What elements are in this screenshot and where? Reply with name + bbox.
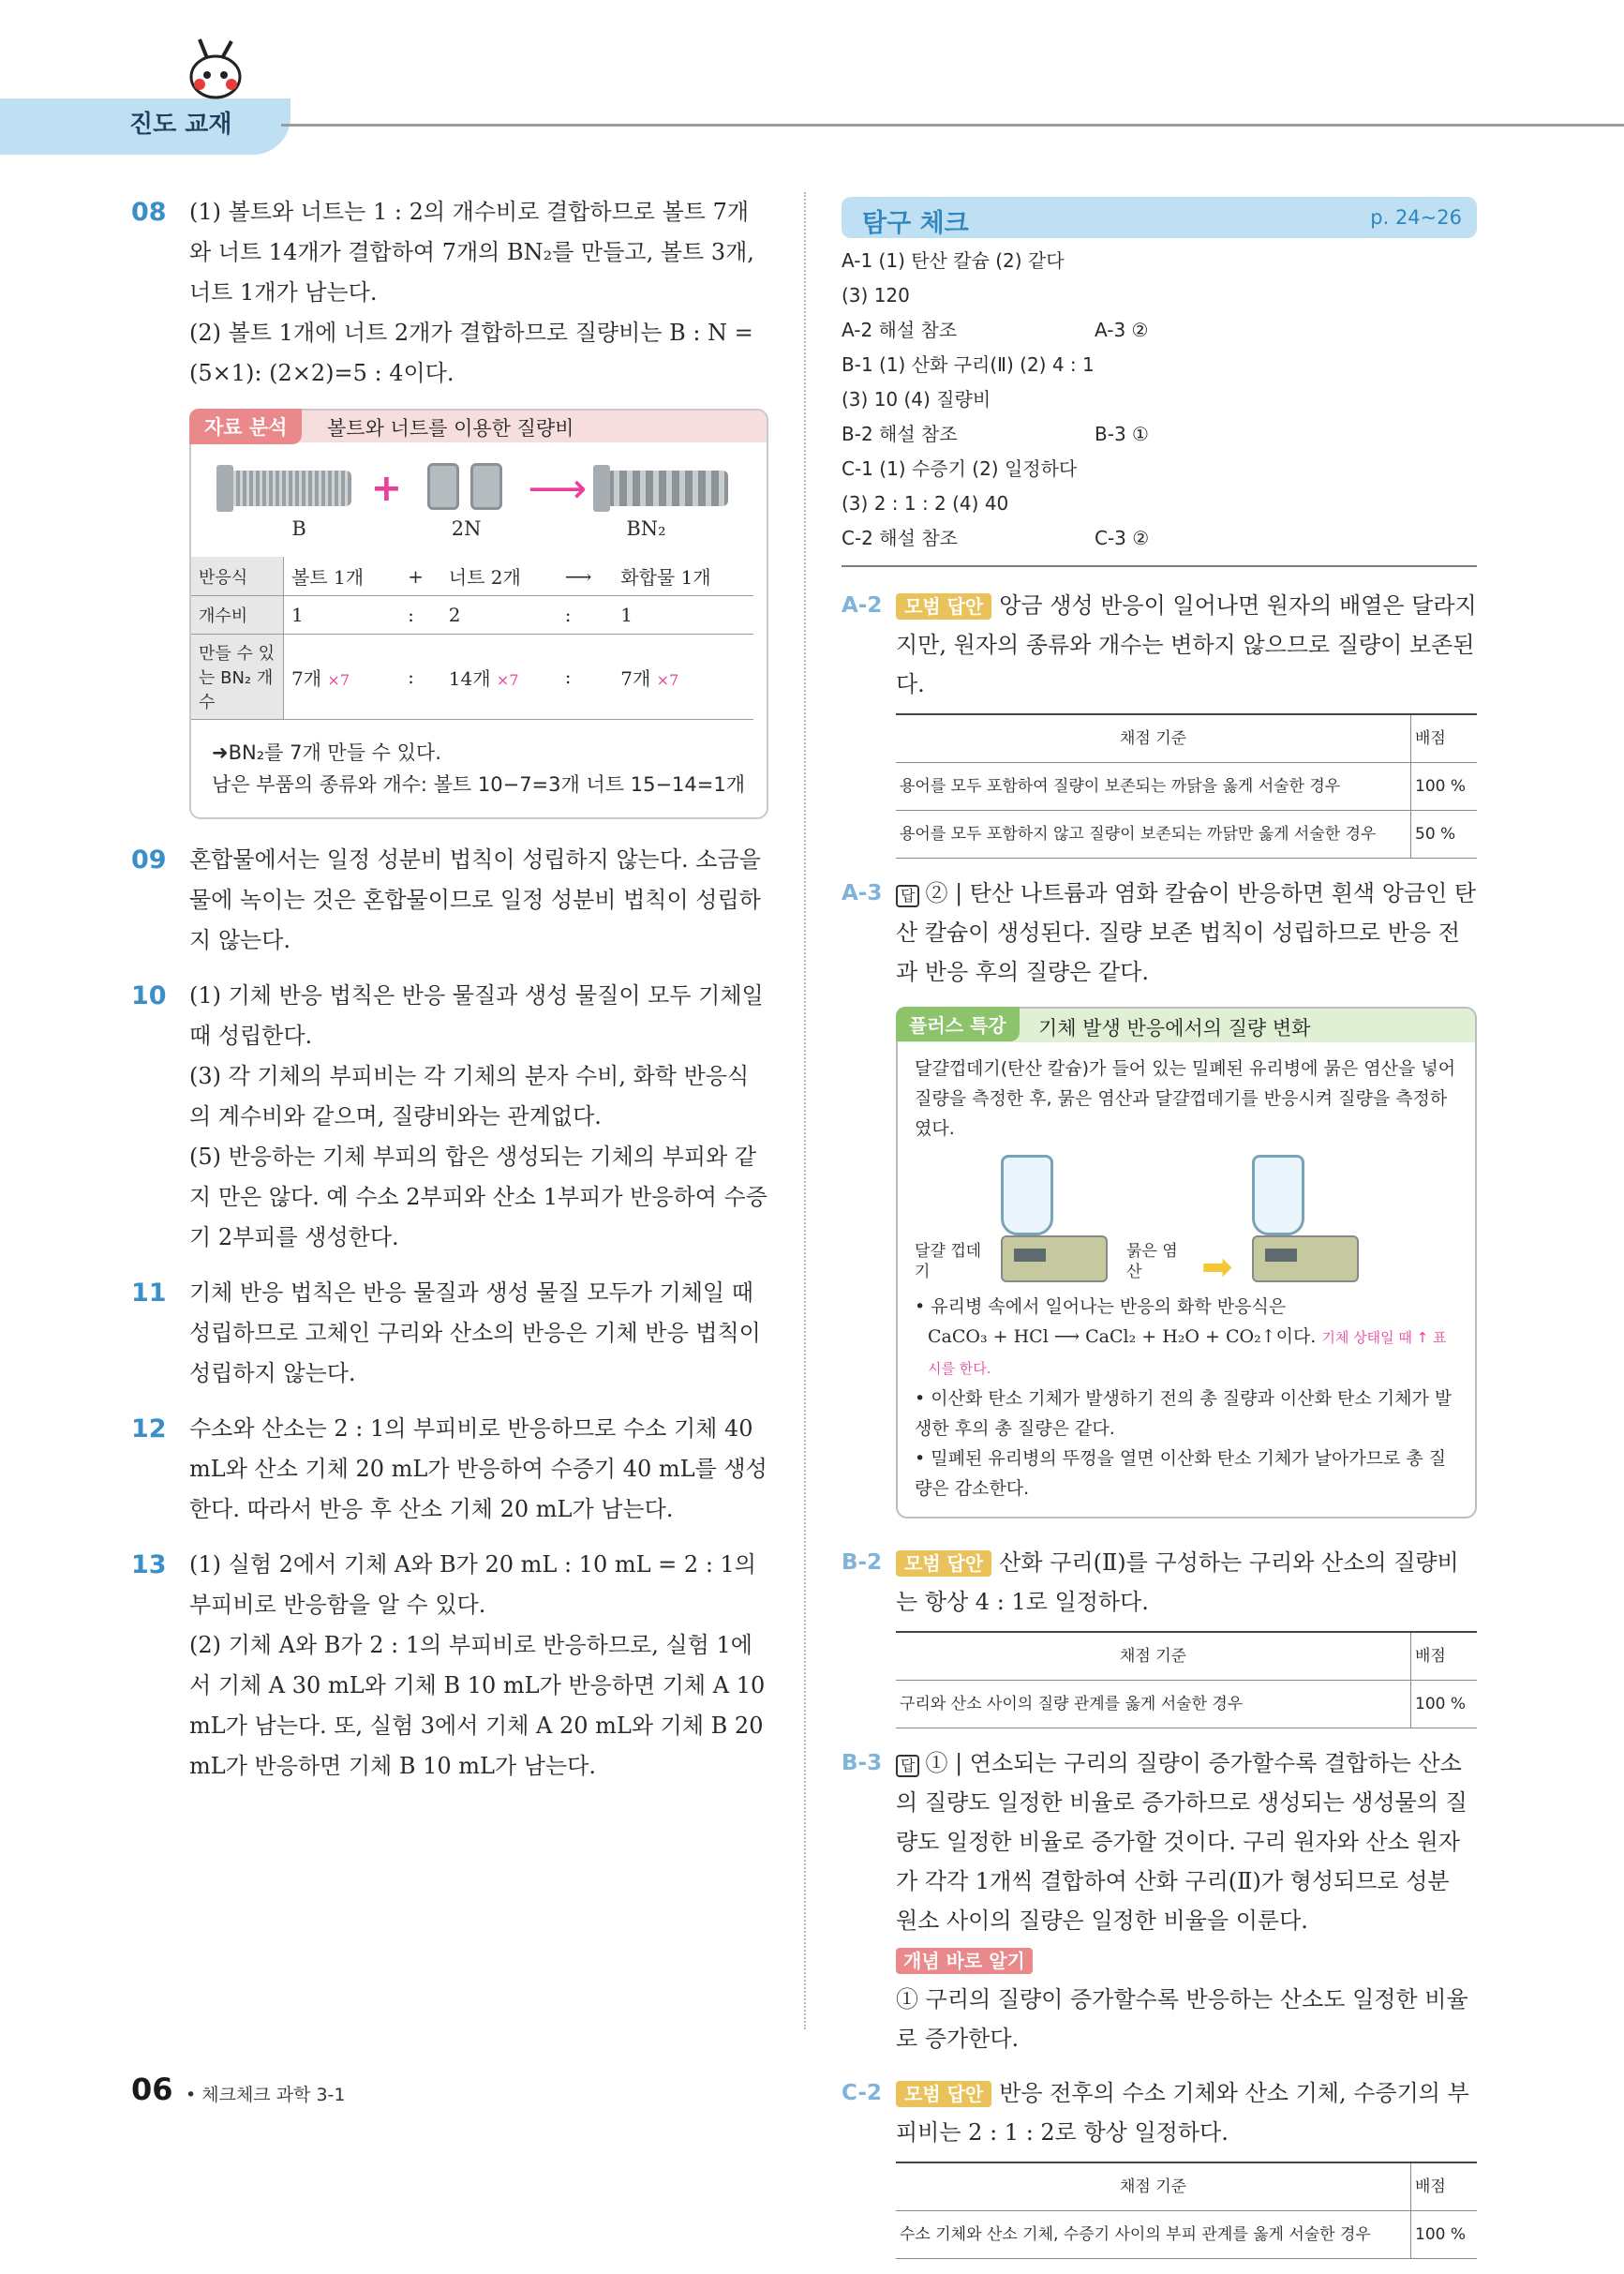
section-title: 진도 교재 (129, 111, 232, 139)
answer-text: (1) 볼트와 너트는 1 : 2의 개수비로 결합하므로 볼트 7개와 너트 14개가 결합하여 7개의 BN₂를 만들고, 볼트 3개, 너트 1개가 남는다. (189, 199, 754, 306)
bolt-figure (191, 442, 767, 517)
concept-badge: 개념 바로 알기 (896, 1948, 1033, 1974)
answer-a2: A-2 모범 답안 앙금 생성 반응이 일어나면 원자의 배열은 달라지지만, 원자의 종류와 개수는 변하지 않으므로 질량이 보존된다. 채점 기준 배점 용어를 모두 포함하여 질량이 보존되는 까닭을 옳게 서술한 경우 100 % 용어를 모두 포함하지 않고 질량이 보존되는 까닭만 옳게 서술한 경우 50 % (842, 586, 1477, 859)
inquiry-check-header (842, 197, 1477, 238)
nuts-icon (422, 463, 508, 514)
bolt-with-nuts-icon (606, 471, 728, 506)
plus-sign: + (370, 467, 403, 510)
box-tag: 자료 분석 (189, 409, 302, 444)
scale-icon (1252, 1235, 1359, 1282)
answer-a3: A-3 답 ② | 탄산 나트륨과 염화 칼슘이 반응하면 흰색 앙금인 탄산 칼슘이 생성된다. 질량 보존 법칙이 성립하므로 반응 전과 반응 후의 질량은 같다. (842, 880, 1477, 985)
answer-b3: B-3 답 ① | 연소되는 구리의 질량이 증가할수록 결합하는 산소의 질량도 일정한 비율로 증가하므로 생성되는 생성물의 질량도 일정한 비율로 증가할 것이다. 구리 원자와 산소 원자가 각각 1개씩 결합하여 산화 구리(Ⅱ)가 형성되므로 성분 원소 사이의 질량은 일정한 비율을 이룬다. 개념 바로 알기 ① 구리의 질량이 증가할수록 반응하는 산소도 일정한 비율로 증가한다. (842, 1750, 1468, 2052)
figure-labels (191, 517, 767, 557)
question-13: 13 (1) 실험 2에서 기체 A와 B가 20 mL : 10 mL = 2 : 1의 부피비로 반응함을 알 수 있다. (2) 기체 A와 B가 2 : 1의 부피비로 반응하므로, 실험 1에서 기체 A 30 mL와 기체 B 10 mL가 반응하면 기체 A 10 mL가 남는다. 또, 실험 3에서 기체 A 20 mL와 기체 B 20 mL가 반응하면 기체 B 10 mL가 남는다. (131, 1550, 766, 1779)
reaction-table (191, 557, 753, 720)
times-label: ×7 (656, 670, 679, 689)
inquiry-answers (842, 244, 1477, 556)
question-09: 09 혼합물에서는 일정 성분비 법칙이 성립하지 않는다. 소금을 물에 녹이는 것은 혼합물이므로 일정 성분비 법칙이 성립하지 않는다. (131, 845, 761, 953)
list-item: B-2 해설 참조 B-3 ① (842, 423, 1149, 445)
grading-table: 채점 기준 배점 구리와 산소 사이의 질량 관계를 옳게 서술한 경우 100 % (896, 1631, 1477, 1728)
question-11: 11 기체 반응 법칙은 반응 물질과 생성 물질 모두가 기체일 때 성립하므로 고체인 구리와 산소의 반응은 기체 반응 법칙이 성립하지 않는다. (131, 1279, 761, 1386)
table-row: 반응식 볼트 1개 + 너트 2개 ⟶ 화합물 1개 (191, 557, 753, 596)
inquiry-check-title: 탐구 체크 (862, 209, 969, 238)
book-title: • 체크체크 과학 3-1 (186, 2085, 346, 2105)
divider (842, 565, 1477, 567)
label-bn2: BN₂ (626, 517, 666, 540)
experiment-figure (915, 1144, 1458, 1292)
list-item: B-1 (1) 산화 구리(Ⅱ) (2) 4 : 1 (3) 10 (4) 질량비 (842, 353, 1095, 411)
table-row: 수소 기체와 산소 기체, 수증기 사이의 부피 관계를 옳게 서술한 경우 100 % (896, 2211, 1477, 2259)
label-2n: 2N (451, 517, 482, 540)
answer-c2: C-2 모범 답안 반응 전후의 수소 기체와 산소 기체, 수증기의 부피비는 2 : 1 : 2로 항상 일정하다. 채점 기준 배점 수소 기체와 산소 기체, 수증기 사이의 부피 관계를 옳게 서술한 경우 100 % (842, 2073, 1477, 2259)
question-08 (131, 192, 768, 394)
answer-mark: 답 (896, 885, 919, 907)
header-rule (281, 124, 1624, 127)
plus-tag: 플러스 특강 (896, 1007, 1020, 1041)
flask-icon (1001, 1155, 1053, 1235)
list-item: C-1 (1) 수증기 (2) 일정하다 (3) 2 : 1 : 2 (4) 40 (842, 457, 1078, 515)
question-10: 10 (1) 기체 반응 법칙은 반응 물질과 생성 물질이 모두 기체일 때 성립한다. (3) 각 기체의 부피비는 각 기체의 분자 수비, 화학 반응식의 계수비와 같으며, 질량비와는 관계없다. (5) 반응하는 기체 부피의 합은 생성되는 기체의 부피와 같지 만은 않다. 예 수소 2부피와 산소 1부피가 반응하여 수증기 2부피를 생성한다. (131, 981, 767, 1250)
answer-b2: B-2 모범 답안 산화 구리(Ⅱ)를 구성하는 구리와 산소의 질량비는 항상 4 : 1로 일정하다. 채점 기준 배점 구리와 산소 사이의 질량 관계를 옳게 서술한 경우 100 % (842, 1543, 1477, 1728)
list-item: A-1 (1) 탄산 칼슘 (2) 같다 (3) 120 (842, 249, 1065, 307)
reaction-arrow: ⟶ (528, 464, 588, 513)
question-12: 12 수소와 산소는 2 : 1의 부피비로 반응하므로 수소 기체 40 mL와 산소 기체 20 mL가 반응하여 수증기 40 mL를 생성한다. 따라서 반응 후 산소 기체 20 mL가 남는다. (131, 1414, 767, 1522)
model-answer-badge: 모범 답안 (896, 2081, 991, 2107)
scale-icon (1001, 1235, 1108, 1282)
table-row: 용어를 모두 포함하여 질량이 보존되는 까닭을 옳게 서술한 경우 100 % (896, 763, 1477, 811)
table-row: 구리와 산소 사이의 질량 관계를 옳게 서술한 경우 100 % (896, 1681, 1477, 1728)
plus-title: 기체 발생 반응에서의 질량 변화 (1038, 1017, 1311, 1040)
column-divider (804, 192, 806, 2029)
box-title: 볼트와 너트를 이용한 질량비 (327, 417, 574, 440)
question-number: 08 (131, 198, 167, 227)
answer-mark: 답 (896, 1755, 919, 1777)
mascot-icon (183, 37, 248, 101)
model-answer-badge: 모범 답안 (896, 593, 991, 620)
bolt-icon (230, 471, 351, 506)
label-b: B (291, 517, 306, 540)
model-answer-badge: 모범 답안 (896, 1550, 991, 1577)
plus-lecture-box: 플러스 특강 기체 발생 반응에서의 질량 변화 달걀껍데기(탄산 칼슘)가 들어 있는 밀폐된 유리병에 묽은 염산을 넣어 질량을 측정한 후, 묽은 염산과 달걀껍데기를 반응시켜 질량을 측정하였다. 달걀 껍데기 묽은 염산 ➡ • 유리병 속에서 일어나는 반응의 화학 반응식은 CaCO₃ + HCl ⟶ CaCl₂ + H₂O + CO₂↑이다. 기체 상태일 때 ↑ 표시를 한다. • 이산화 탄소 기체가 발생하기 전의 총 질량과 이산화 탄소 기체가 발생한 후의 총 질량은 같다. • 밀폐된 유리병의 뚜껑을 열면 이산화 탄소 기체가 날아가므로 총 질량은 감소한다. (896, 1007, 1477, 1518)
page-range: p. 24~26 (1370, 206, 1462, 229)
right-column (842, 197, 1477, 2274)
box-note: ➜BN₂를 7개 만들 수 있다. 남은 부품의 종류와 개수: 볼트 10−7=3개 너트 15−14=1개 (212, 741, 746, 796)
page-number: 06 (131, 2072, 173, 2107)
table-row: 만들 수 있는 BN₂ 개수 7개 ×7 : 14개 ×7 : 7개 ×7 (191, 635, 753, 720)
list-item: C-2 해설 참조 C-3 ② (842, 527, 1150, 549)
table-row: 개수비 1 : 2 : 1 (191, 596, 753, 635)
table-row: 용어를 모두 포함하지 않고 질량이 보존되는 까닭만 옳게 서술한 경우 50 % (896, 811, 1477, 859)
label-acid: 묽은 염산 (1126, 1242, 1178, 1281)
yellow-arrow-icon: ➡ (1201, 1246, 1233, 1289)
data-analysis-box (189, 409, 768, 819)
grading-table: 채점 기준 배점 용어를 모두 포함하여 질량이 보존되는 까닭을 옳게 서술한 경우 100 % 용어를 모두 포함하지 않고 질량이 보존되는 까닭만 옳게 서술한 경우 50 % (896, 713, 1477, 859)
times-label: ×7 (496, 670, 519, 689)
grading-table: 채점 기준 배점 수소 기체와 산소 기체, 수증기 사이의 부피 관계를 옳게 서술한 경우 100 % (896, 2162, 1477, 2259)
side-note: 기체 상태일 때 ↑ 표시를 한다. (928, 1329, 1447, 1377)
list-item: A-2 해설 참조 A-3 ② (842, 319, 1149, 341)
label-egg-shell: 달걀 껍데기 (915, 1242, 982, 1281)
flask-icon (1252, 1155, 1304, 1235)
answer-text: (2) 볼트 1개에 너트 2개가 결합하므로 질량비는 B : N =(5×1): (2×2)=5 : 4이다. (189, 320, 753, 386)
times-label: ×7 (327, 670, 350, 689)
chemical-equation: CaCO₃ + HCl ⟶ CaCl₂ + H₂O + CO₂↑이다. 기체 상태일 때 ↑ 표시를 한다. (928, 1326, 1447, 1377)
left-column (131, 192, 768, 1802)
